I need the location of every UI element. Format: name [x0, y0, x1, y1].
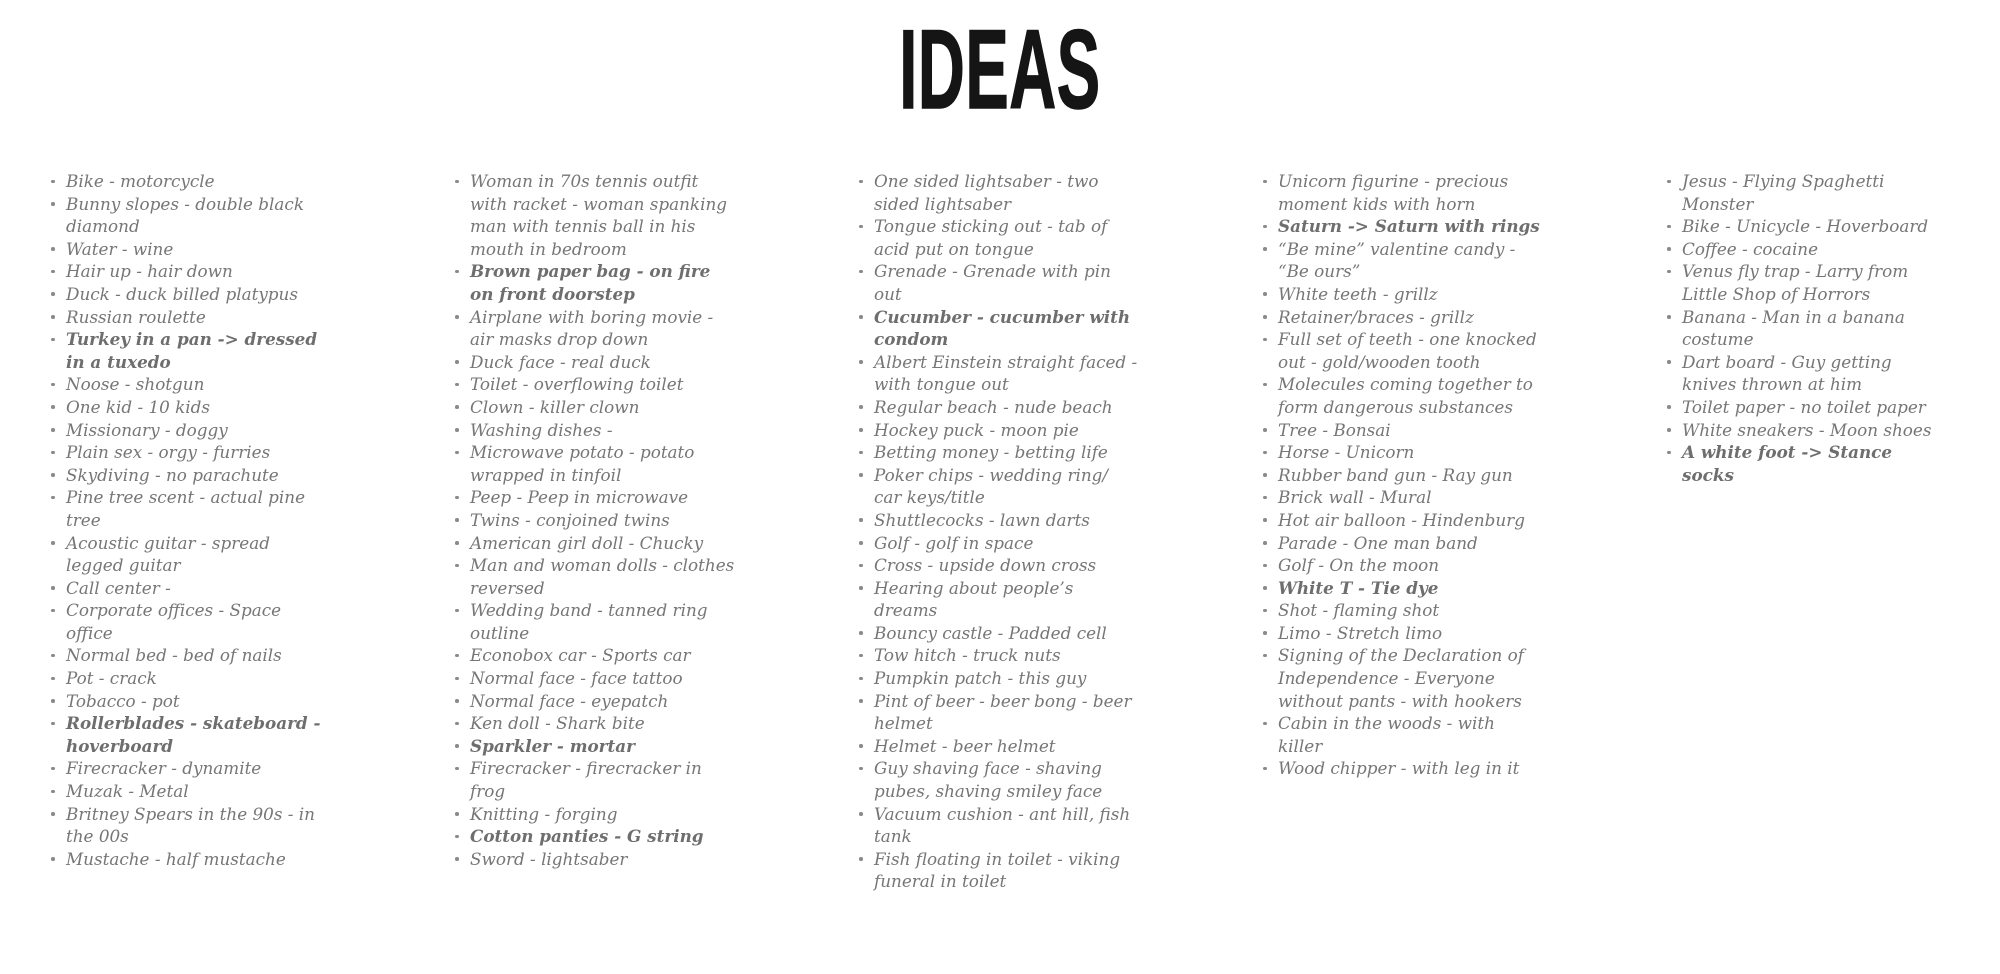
list-item: [45, 260, 332, 283]
list-item-text: Knitting - forging: [470, 803, 618, 824]
list-item-text: Microwave potato - potato wrapped in tinfoil: [470, 442, 695, 485]
list-item: [449, 690, 736, 713]
idea-columns: [45, 170, 1948, 893]
list-item-text: Pint of beer - beer bong - beer helmet: [874, 690, 1132, 734]
list-item-text: One kid - 10 kids: [66, 396, 211, 417]
list-item: [853, 306, 1140, 351]
list-item-text: Helmet - beer helmet: [874, 735, 1056, 756]
list-item-text: Coffee - cocaine: [1682, 238, 1819, 259]
list-item-text: Britney Spears in the 90s - in the 00s: [66, 803, 315, 847]
list-item-text: Normal face - eyepatch: [470, 690, 669, 711]
list-item: [1257, 283, 1544, 306]
list-item-text: Cotton panties - G string: [470, 826, 704, 847]
list-item-text: Corporate offices - Space office: [66, 600, 282, 643]
list-item-text: Ken doll - Shark bite: [470, 713, 645, 734]
list-item-text: Skydiving - no parachute: [66, 464, 279, 485]
list-item-text: White T - Tie dye: [1278, 577, 1439, 598]
list-item-text: Toilet paper - no toilet paper: [1682, 396, 1926, 417]
list-item: [45, 238, 332, 261]
list-item: [449, 803, 736, 826]
list-item-text: Golf - On the moon: [1278, 555, 1440, 576]
list-item: [449, 667, 736, 690]
list-item: [853, 848, 1140, 893]
list-item-text: Tongue sticking out - tab of acid put on tongue: [874, 216, 1108, 259]
list-item: [1257, 373, 1544, 418]
list-item: [1661, 351, 1948, 396]
list-item-text: Grenade - Grenade with pin out: [874, 261, 1111, 304]
list-item: [853, 170, 1140, 215]
list-item-text: Unicorn figurine - precious moment kids with horn: [1278, 171, 1509, 214]
list-item-text: Call center -: [66, 577, 171, 598]
list-item: [449, 848, 736, 871]
list-item: [853, 441, 1140, 464]
list-item: [45, 396, 332, 419]
list-item-text: Brick wall - Mural: [1278, 487, 1432, 508]
list-item-text: Twins - conjoined twins: [470, 509, 670, 530]
list-item: [449, 509, 736, 532]
list-item: [45, 644, 332, 667]
list-item-text: Duck - duck billed platypus: [66, 283, 298, 304]
list-item: [45, 486, 332, 531]
list-item: [853, 464, 1140, 509]
list-item: [853, 735, 1140, 758]
list-item: [45, 803, 332, 848]
list-item: [449, 825, 736, 848]
idea-column: [1661, 170, 1948, 893]
list-item-text: Peep - Peep in microwave: [470, 487, 689, 508]
list-item-text: Golf - golf in space: [874, 532, 1034, 553]
list-item-text: Sword - lightsaber: [470, 848, 628, 869]
list-item: [45, 848, 332, 871]
list-item: [45, 170, 332, 193]
list-item-text: Russian roulette: [66, 306, 206, 327]
list-item: [853, 419, 1140, 442]
list-item: [45, 328, 332, 373]
list-item-text: Acoustic guitar - spread legged guitar: [66, 532, 270, 576]
list-item: [45, 306, 332, 329]
list-item-text: Water - wine: [66, 238, 174, 259]
list-item-text: Hockey puck - moon pie: [874, 419, 1079, 440]
list-item: [449, 644, 736, 667]
list-item: [853, 532, 1140, 555]
list-item: [1661, 260, 1948, 305]
list-item-text: Mustache - half mustache: [66, 848, 286, 869]
list-item-text: Pumpkin patch - this guy: [874, 668, 1087, 689]
list-item-text: Guy shaving face - shaving pubes, shaving smiley face: [874, 758, 1103, 802]
list-item-text: Normal face - face tattoo: [470, 668, 683, 689]
list-item: [45, 419, 332, 442]
list-item-text: White teeth - grillz: [1278, 283, 1438, 304]
list-item-text: Molecules coming together to form dangerous substances: [1278, 374, 1533, 417]
list-item: [1257, 577, 1544, 600]
list-item-text: Woman in 70s tennis outfit with racket - woman spanking man with tennis ball in his mouth in bedroom: [470, 171, 728, 259]
list-item: [853, 260, 1140, 305]
list-item: [1257, 419, 1544, 442]
list-item-text: Vacuum cushion - ant hill, fish tank: [874, 803, 1131, 847]
list-item: [45, 780, 332, 803]
list-item-text: Toilet - overflowing toilet: [470, 374, 684, 395]
list-item-text: Poker chips - wedding ring/ car keys/title: [874, 464, 1109, 508]
list-item: [45, 283, 332, 306]
list-item-text: Saturn -> Saturn with rings: [1278, 216, 1540, 237]
list-item-text: Sparkler - mortar: [470, 735, 635, 756]
list-item: [45, 690, 332, 713]
list-item-text: Tree - Bonsai: [1278, 419, 1391, 440]
list-item-text: Hair up - hair down: [66, 261, 233, 282]
list-item: [449, 396, 736, 419]
list-item-text: Wedding band - tanned ring outline: [470, 600, 708, 643]
list-item-text: Regular beach - nude beach: [874, 396, 1113, 417]
page-title: IDEAS: [899, 7, 1101, 132]
list-item-text: Retainer/braces - grillz: [1278, 306, 1474, 327]
list-item-text: Firecracker - dynamite: [66, 758, 262, 779]
list-item-text: Firecracker - firecracker in frog: [470, 758, 702, 802]
list-item-text: Hearing about people’s dreams: [874, 577, 1074, 621]
list-item-text: Hot air balloon - Hindenburg: [1278, 509, 1525, 530]
list-item-text: Banana - Man in a banana costume: [1682, 306, 1905, 350]
list-item-text: Venus fly trap - Larry from Little Shop of Horrors: [1682, 261, 1909, 304]
list-item: [853, 690, 1140, 735]
list-item: [1257, 238, 1544, 283]
list-item-text: Econobox car - Sports car: [470, 645, 691, 666]
list-item-text: One sided lightsaber - two sided lightsaber: [874, 171, 1099, 214]
list-item: [449, 441, 736, 486]
list-item-text: Bunny slopes - double black diamond: [66, 193, 304, 237]
list-item: [853, 757, 1140, 802]
list-item: [449, 419, 736, 442]
list-item: [853, 509, 1140, 532]
list-item-text: Bike - Unicycle - Hoverboard: [1682, 216, 1929, 237]
list-item: [1257, 215, 1544, 238]
list-item: [1661, 170, 1948, 215]
list-item-text: Clown - killer clown: [470, 396, 640, 417]
list-item: [449, 757, 736, 802]
list-item-text: Plain sex - orgy - furries: [66, 442, 271, 463]
list-item-text: Albert Einstein straight faced - with tongue out: [874, 351, 1138, 395]
list-item-text: Noose - shotgun: [66, 374, 205, 395]
list-item-text: Brown paper bag - on fire on front doorstep: [470, 261, 711, 304]
list-item: [853, 803, 1140, 848]
list-item-text: Shuttlecocks - lawn darts: [874, 509, 1090, 530]
list-item-text: “Be mine” valentine candy - “Be ours”: [1278, 238, 1516, 282]
list-item-text: Tobacco - pot: [66, 690, 180, 711]
list-item: [1257, 712, 1544, 757]
list-item: [1661, 306, 1948, 351]
list-item-text: Jesus - Flying Spaghetti Monster: [1682, 171, 1885, 214]
list-item-text: Parade - One man band: [1278, 532, 1478, 553]
list-item: [1661, 215, 1948, 238]
list-item-text: Wood chipper - with leg in it: [1278, 758, 1520, 779]
list-item: [853, 577, 1140, 622]
list-item-text: Muzak - Metal: [66, 781, 189, 802]
list-item: [1257, 554, 1544, 577]
list-item-text: Horse - Unicorn: [1278, 442, 1415, 463]
list-item: [45, 464, 332, 487]
list-item-text: Cucumber - cucumber with condom: [874, 306, 1131, 350]
list-item: [45, 577, 332, 600]
idea-column: [45, 170, 332, 893]
list-item: [449, 486, 736, 509]
list-item: [45, 193, 332, 238]
list-item: [449, 351, 736, 374]
list-item: [45, 441, 332, 464]
list-item: [449, 554, 736, 599]
list-item: [45, 599, 332, 644]
list-item-text: Full set of teeth - one knocked out - gold/wooden tooth: [1278, 329, 1537, 372]
list-item-text: Cross - upside down cross: [874, 555, 1097, 576]
list-item: [449, 712, 736, 735]
list-item: [1661, 441, 1948, 486]
list-item-text: Cabin in the woods - with killer: [1278, 713, 1495, 756]
list-item: [1257, 464, 1544, 487]
list-item-text: Rollerblades - skateboard - hoverboard: [66, 713, 321, 756]
list-item-text: Tow hitch - truck nuts: [874, 645, 1061, 666]
list-item: [853, 554, 1140, 577]
list-item: [853, 622, 1140, 645]
list-item: [449, 373, 736, 396]
list-item: [1257, 306, 1544, 329]
list-item: [1257, 509, 1544, 532]
list-item: [1257, 599, 1544, 622]
list-item: [45, 712, 332, 757]
list-item: [1257, 532, 1544, 555]
list-item-text: Signing of the Declaration of Independence - Everyone without pants - with hookers: [1278, 645, 1524, 711]
idea-column: [1257, 170, 1544, 893]
list-item-text: Pine tree scent - actual pine tree: [66, 487, 306, 530]
idea-column: [449, 170, 736, 893]
list-item: [1257, 441, 1544, 464]
list-item: [1257, 328, 1544, 373]
list-item: [1257, 486, 1544, 509]
list-item: [1257, 757, 1544, 780]
list-item: [853, 396, 1140, 419]
list-item-text: Missionary - doggy: [66, 419, 228, 440]
list-item-text: White sneakers - Moon shoes: [1682, 419, 1932, 440]
list-item: [853, 215, 1140, 260]
list-item: [45, 373, 332, 396]
list-item: [449, 532, 736, 555]
list-item: [1661, 238, 1948, 261]
list-item-text: Dart board - Guy getting knives thrown at him: [1682, 351, 1892, 395]
list-item-text: Betting money - betting life: [874, 442, 1108, 463]
list-item: [1257, 170, 1544, 215]
list-item: [449, 735, 736, 758]
list-item: [45, 532, 332, 577]
list-item-text: Airplane with boring movie - air masks drop down: [470, 306, 714, 350]
list-item: [1257, 622, 1544, 645]
list-item-text: Limo - Stretch limo: [1278, 622, 1443, 643]
list-item: [853, 667, 1140, 690]
list-item-text: American girl doll - Chucky: [470, 532, 704, 553]
list-item: [449, 599, 736, 644]
list-item-text: Normal bed - bed of nails: [66, 645, 282, 666]
list-item: [853, 351, 1140, 396]
list-item-text: Shot - flaming shot: [1278, 600, 1440, 621]
list-item-text: Man and woman dolls - clothes reversed: [470, 555, 735, 598]
idea-column: [853, 170, 1140, 893]
list-item-text: Washing dishes -: [470, 419, 613, 440]
list-item: [449, 260, 736, 305]
list-item-text: A white foot -> Stance socks: [1682, 442, 1893, 485]
list-item-text: Rubber band gun - Ray gun: [1278, 464, 1513, 485]
list-item: [45, 757, 332, 780]
list-item-text: Duck face - real duck: [470, 351, 651, 372]
list-item: [853, 644, 1140, 667]
list-item-text: Fish floating in toilet - viking funeral in toilet: [874, 848, 1121, 892]
list-item-text: Turkey in a pan -> dressed in a tuxedo: [66, 329, 318, 372]
list-item-text: Bike - motorcycle: [66, 171, 215, 191]
list-item-text: Pot - crack: [66, 668, 157, 689]
list-item: [1257, 644, 1544, 712]
list-item: [449, 170, 736, 260]
list-item: [45, 667, 332, 690]
list-item: [1661, 396, 1948, 419]
list-item: [449, 306, 736, 351]
list-item-text: Bouncy castle - Padded cell: [874, 622, 1107, 643]
list-item: [1661, 419, 1948, 442]
